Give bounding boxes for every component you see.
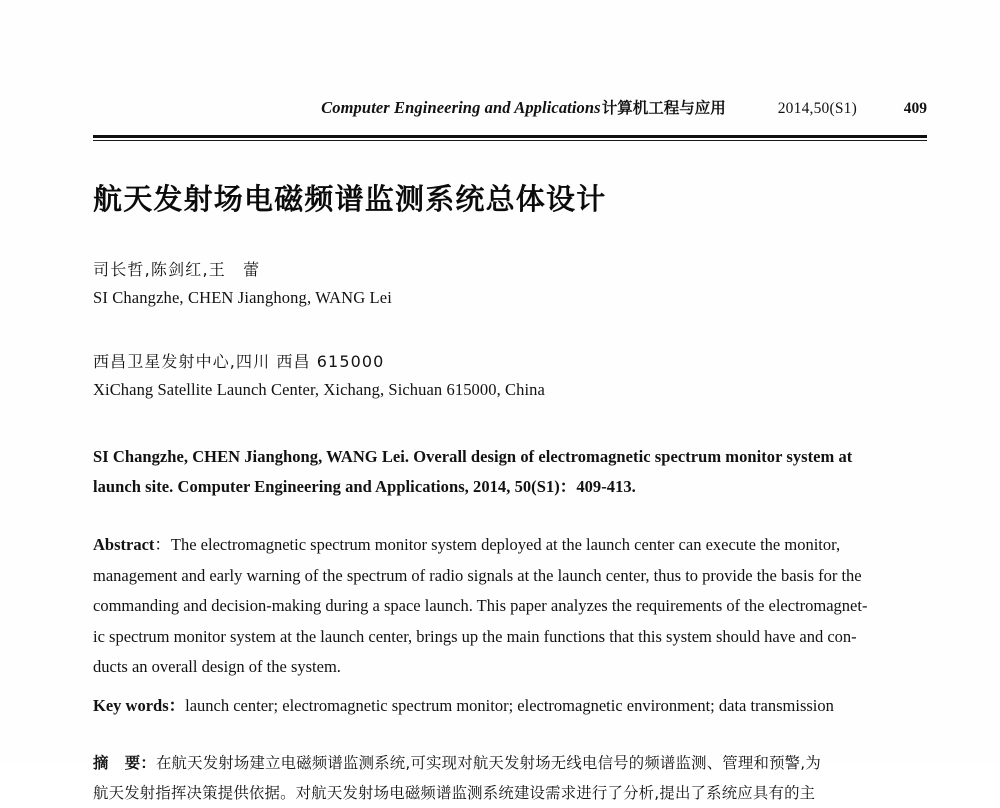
abstract-line-2: management and early warning of the spectrum of radio signals at the launch center, thus to provide the basis for the	[93, 565, 862, 585]
running-head-journal-cn: 计算机工程与应用	[601, 99, 726, 117]
running-head-issue: 2014,50(S1)	[777, 100, 857, 117]
abstract-label: Abstract	[93, 535, 155, 555]
keywords-colon: ：	[168, 695, 186, 715]
abstract-line-5: ducts an overall design of the system.	[93, 657, 341, 677]
abstract-chinese-line-1	[93, 748, 927, 778]
abstract-chinese-text-1: 在航天发射场建立电磁频谱监测系统,可实现对航天发射场无线电信号的频谱监测、管理和预警,为	[155, 754, 821, 773]
abstract-chinese-colon: ：	[140, 754, 156, 773]
abstract-colon: ：	[154, 535, 171, 555]
abstract-text-1: The electromagnetic spectrum monitor system deployed at the launch center can execute the monitor,	[170, 535, 841, 555]
running-head-journal-en: Computer Engineering and Applications	[321, 98, 601, 117]
abstract-chinese-label-1: 摘	[93, 754, 109, 773]
keywords-value: launch center; electromagnetic spectrum monitor; electromagnetic environment; data transmission	[185, 695, 834, 715]
running-head	[93, 0, 927, 130]
page-title: 航天发射场电磁频谱监测系统总体设计	[93, 182, 607, 216]
affiliation-english: XiChang Satellite Launch Center, Xichang, Sichuan 615000, China	[93, 380, 545, 400]
running-head-page-number: 409	[903, 100, 927, 117]
header-rule-thin	[93, 140, 927, 141]
abstract-block	[93, 530, 927, 683]
keywords-label: Key words	[93, 695, 169, 715]
header-rule-thick	[93, 135, 927, 138]
header-rules	[93, 135, 927, 143]
authors-english: SI Changzhe, CHEN Jianghong, WANG Lei	[93, 288, 392, 308]
abstract-line-4: ic spectrum monitor system at the launch center, brings up the main functions that this system should have and con-	[93, 626, 857, 646]
abstract-chinese-label-2: 要	[124, 754, 141, 773]
abstract-line-3: commanding and decision-making during a space launch. This paper analyzes the requirements of the electromagnet-	[93, 596, 868, 616]
keywords-block	[93, 691, 927, 722]
authors-chinese: 司长哲,陈剑红,王 蕾	[93, 260, 261, 280]
citation-block	[93, 442, 927, 502]
abstract-chinese-line-2: 航天发射指挥决策提供依据。对航天发射场电磁频谱监测系统建设需求进行了分析,提出了系统应具有的主	[93, 784, 816, 803]
abstract-chinese-block	[93, 748, 927, 808]
page-content	[93, 0, 927, 808]
citation-line-1: SI Changzhe, CHEN Jianghong, WANG Lei. Overall design of electromagnetic spectrum monitor system at	[93, 447, 853, 467]
abstract-line-1	[93, 530, 927, 561]
affiliation-chinese: 西昌卫星发射中心,四川 西昌 615000	[93, 352, 385, 372]
citation-line-2: launch site. Computer Engineering and Applications, 2014, 50(S1)：409-413.	[93, 477, 636, 497]
